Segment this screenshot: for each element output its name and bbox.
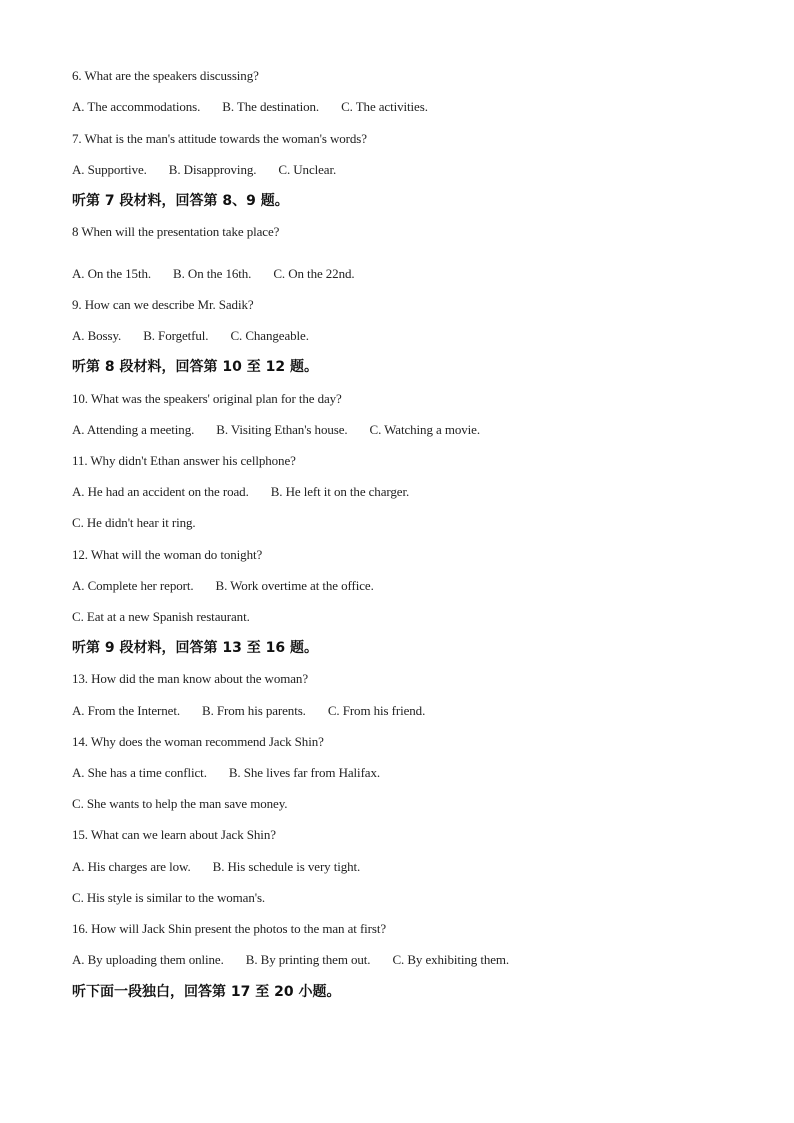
question-11-options xyxy=(72,484,431,500)
q13-option-b: B. From his parents. xyxy=(202,703,306,718)
question-12-options xyxy=(72,578,396,594)
question-16-options xyxy=(72,952,531,968)
q14-option-c: C. She wants to help the man save money. xyxy=(72,796,288,811)
question-9: 9. How can we describe Mr. Sadik? xyxy=(72,297,254,312)
q16-option-a: A. By uploading them online. xyxy=(72,952,224,967)
question-8: 8 When will the presentation take place? xyxy=(72,224,280,239)
q12-option-b: B. Work overtime at the office. xyxy=(215,578,374,593)
q6-option-c: C. The activities. xyxy=(341,99,428,114)
q12-option-a: A. Complete her report. xyxy=(72,578,194,593)
q14-option-b: B. She lives far from Halifax. xyxy=(228,765,381,780)
question-9-options xyxy=(72,328,331,344)
question-13: 13. How did the man know about the woman? xyxy=(72,671,308,686)
q8-option-b: B. On the 16th. xyxy=(173,266,252,281)
q16-option-b: B. By printing them out. xyxy=(245,952,371,967)
q11-option-b: B. He left it on the charger. xyxy=(270,484,410,499)
q8-option-c: C. On the 22nd. xyxy=(273,266,355,281)
q10-option-b: B. Visiting Ethan's house. xyxy=(216,422,348,437)
section-heading-10: 听下面一段独白，回答第 17 至 20 小题。 xyxy=(72,984,341,1000)
q11-option-a: A. He had an accident on the road. xyxy=(72,484,249,499)
q9-option-a: A. Bossy. xyxy=(72,328,122,343)
q14-option-a: A. She has a time conflict. xyxy=(72,765,207,780)
question-6: 6. What are the speakers discussing? xyxy=(72,68,259,83)
question-7-options xyxy=(72,162,358,178)
q6-option-b: B. The destination. xyxy=(222,99,320,114)
question-6-options xyxy=(72,99,450,115)
section-heading-8: 听第 8 段材料，回答第 10 至 12 题。 xyxy=(72,359,318,375)
q12-option-c: C. Eat at a new Spanish restaurant. xyxy=(72,609,250,624)
q10-option-a: A. Attending a meeting. xyxy=(72,422,195,437)
q8-option-a: A. On the 15th. xyxy=(72,266,152,281)
question-10: 10. What was the speakers' original plan for the day? xyxy=(72,391,342,406)
q9-option-c: C. Changeable. xyxy=(230,328,309,343)
question-12: 12. What will the woman do tonight? xyxy=(72,547,263,562)
q15-option-a: A. His charges are low. xyxy=(72,859,191,874)
question-16: 16. How will Jack Shin present the photos to the man at first? xyxy=(72,921,387,936)
q7-option-c: C. Unclear. xyxy=(278,162,337,177)
q7-option-b: B. Disapproving. xyxy=(168,162,257,177)
section-heading-7: 听第 7 段材料，回答第 8、9 题。 xyxy=(72,193,289,209)
question-14-options xyxy=(72,765,402,781)
question-8-options xyxy=(72,266,377,282)
q13-option-a: A. From the Internet. xyxy=(72,703,181,718)
q16-option-c: C. By exhibiting them. xyxy=(392,952,510,967)
q11-option-c: C. He didn't hear it ring. xyxy=(72,515,196,530)
question-14: 14. Why does the woman recommend Jack Shin? xyxy=(72,734,324,749)
q7-option-a: A. Supportive. xyxy=(72,162,147,177)
question-15-options xyxy=(72,859,382,875)
question-10-options xyxy=(72,422,502,438)
section-heading-9: 听第 9 段材料，回答第 13 至 16 题。 xyxy=(72,640,318,656)
q6-option-a: A. The accommodations. xyxy=(72,99,201,114)
question-7: 7. What is the man's attitude towards the woman's words? xyxy=(72,131,367,146)
q13-option-c: C. From his friend. xyxy=(327,703,426,718)
question-15: 15. What can we learn about Jack Shin? xyxy=(72,827,276,842)
question-11: 11. Why didn't Ethan answer his cellphone? xyxy=(72,453,296,468)
question-13-options xyxy=(72,703,447,719)
q15-option-c: C. His style is similar to the woman's. xyxy=(72,890,266,905)
q15-option-b: B. His schedule is very tight. xyxy=(212,859,361,874)
q10-option-c: C. Watching a movie. xyxy=(369,422,480,437)
q9-option-b: B. Forgetful. xyxy=(143,328,209,343)
